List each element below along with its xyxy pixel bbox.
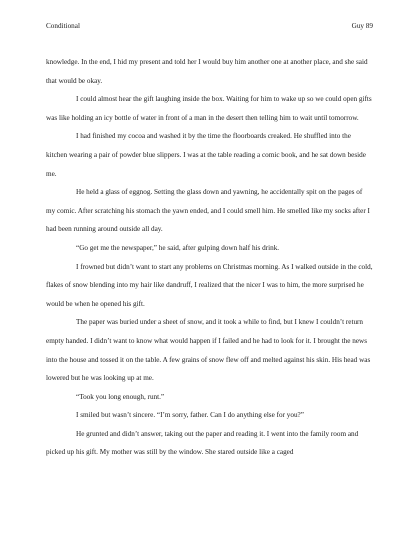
paragraph-continued: knowledge. In the end, I hid my present and told her I would buy him another one at another place, and she said that would be okay.	[46, 58, 368, 85]
paragraph: “Took you long enough, runt.”	[76, 392, 165, 401]
author-page-number: Guy 89	[351, 22, 373, 30]
paragraph: I could almost hear the gift laughing inside the box. Waiting for him to wake up so we could open gifts was like holding an icy bottle of water in front of a man in the desert then telling him to wait until tomorrow.	[46, 95, 372, 122]
running-title: Conditional	[46, 22, 80, 30]
paragraph: The paper was buried under a sheet of snow, and it took a while to find, but I knew I couldn’t return empty handed. I didn’t want to know what would happen if I failed and he had to look for it. I brought the news into the house and tossed it on the table. A few grains of snow flew off and melted against his skin. His head was lowered but he was looking up at me.	[46, 318, 371, 383]
body-text	[46, 53, 373, 462]
paragraph: I frowned but didn’t want to start any problems on Christmas morning. As I walked outside in the cold, flakes of snow blending into my hair like dandruff, I realized that the nicer I was to him, the more surprised he would be when he opened his gift.	[46, 262, 373, 308]
paragraph: He grunted and didn’t answer, taking out the paper and reading it. I went into the family room and picked up his gift. My mother was still by the window. She stared outside like a caged	[46, 429, 359, 457]
page-header	[46, 20, 373, 32]
paragraph: He held a glass of eggnog. Setting the glass down and yawning, he accidentally spit on the pages of my comic. After scratching his stomach the yawn ended, and I could smell him. He smelled like my socks after I had been running around outside all day.	[46, 188, 370, 234]
paragraph: I smiled but wasn’t sincere. “I’m sorry, father. Can I do anything else for you?”	[76, 411, 304, 420]
paragraph: I had finished my cocoa and washed it by the time the floorboards creaked. He shuffled into the kitchen wearing a pair of powder blue slippers. I was at the table reading a comic book, and he sat down beside me.	[46, 132, 366, 178]
paragraph: “Go get me the newspaper,” he said, after gulping down half his drink.	[76, 243, 280, 252]
